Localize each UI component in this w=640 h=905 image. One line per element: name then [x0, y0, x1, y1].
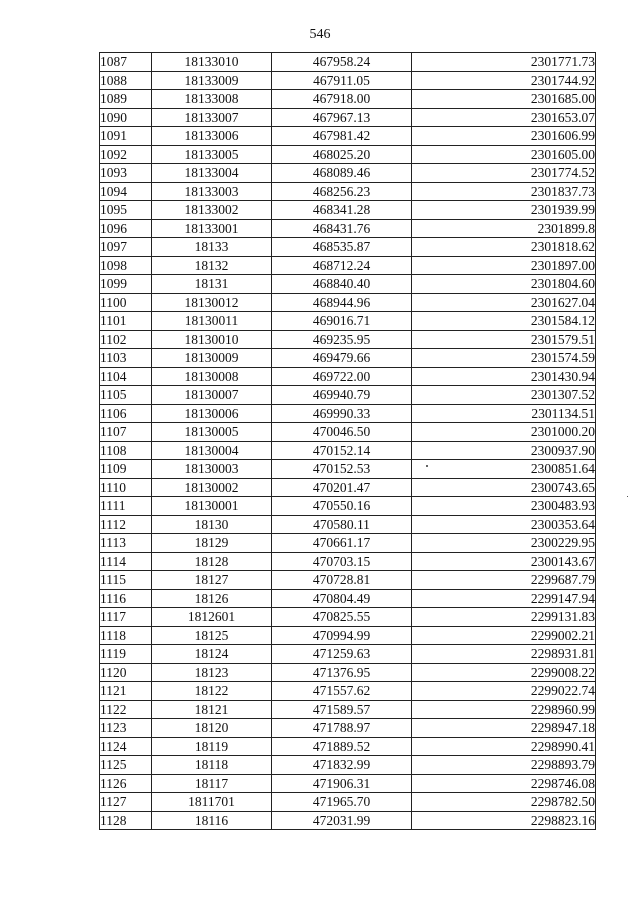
- x-coordinate-cell: 468025.20: [272, 145, 412, 164]
- point-id-cell: 18125: [152, 626, 272, 645]
- x-coordinate-cell: 468840.40: [272, 275, 412, 294]
- y-coordinate-cell: 2298931.81: [412, 645, 596, 664]
- point-id-cell: 18133001: [152, 219, 272, 238]
- y-coordinate-cell: 2298782.50: [412, 793, 596, 812]
- row-number-cell: 1100: [100, 293, 152, 312]
- x-coordinate-cell: 468256.23: [272, 182, 412, 201]
- y-coordinate-cell: 2298823.16: [412, 811, 596, 830]
- table-row: [100, 219, 596, 238]
- y-coordinate-cell: 2300937.90: [412, 441, 596, 460]
- row-number-cell: 1105: [100, 386, 152, 405]
- point-id-cell: 18123: [152, 663, 272, 682]
- y-coordinate-cell: 2301307.52: [412, 386, 596, 405]
- row-number-cell: 1104: [100, 367, 152, 386]
- scan-speck: [426, 465, 428, 467]
- table-row: [100, 441, 596, 460]
- point-id-cell: 18119: [152, 737, 272, 756]
- row-number-cell: 1125: [100, 756, 152, 775]
- y-coordinate-cell: 2299002.21: [412, 626, 596, 645]
- table-row: [100, 608, 596, 627]
- x-coordinate-cell: 470550.16: [272, 497, 412, 516]
- y-coordinate-cell: 2298893.79: [412, 756, 596, 775]
- row-number-cell: 1111: [100, 497, 152, 516]
- y-coordinate-cell: 2299131.83: [412, 608, 596, 627]
- y-coordinate-cell: 2301584.12: [412, 312, 596, 331]
- row-number-cell: 1094: [100, 182, 152, 201]
- y-coordinate-cell: 2301897.00: [412, 256, 596, 275]
- y-coordinate-cell: 2301606.99: [412, 127, 596, 146]
- row-number-cell: 1093: [100, 164, 152, 183]
- row-number-cell: 1118: [100, 626, 152, 645]
- y-coordinate-cell: 2300483.93: [412, 497, 596, 516]
- point-id-cell: 18116: [152, 811, 272, 830]
- table-row: [100, 478, 596, 497]
- x-coordinate-cell: 467981.42: [272, 127, 412, 146]
- table-row: [100, 256, 596, 275]
- x-coordinate-cell: 468944.96: [272, 293, 412, 312]
- point-id-cell: 18130011: [152, 312, 272, 331]
- x-coordinate-cell: 467911.05: [272, 71, 412, 90]
- coordinates-table: [99, 52, 596, 830]
- row-number-cell: 1120: [100, 663, 152, 682]
- y-coordinate-cell: 2299022.74: [412, 682, 596, 701]
- y-coordinate-cell: 2301430.94: [412, 367, 596, 386]
- y-coordinate-cell: 2301939.99: [412, 201, 596, 220]
- point-id-cell: 18130010: [152, 330, 272, 349]
- point-id-cell: 18117: [152, 774, 272, 793]
- row-number-cell: 1128: [100, 811, 152, 830]
- row-number-cell: 1092: [100, 145, 152, 164]
- row-number-cell: 1119: [100, 645, 152, 664]
- table-row: [100, 515, 596, 534]
- y-coordinate-cell: 2298746.08: [412, 774, 596, 793]
- table-row: [100, 626, 596, 645]
- x-coordinate-cell: 469940.79: [272, 386, 412, 405]
- table-row: [100, 238, 596, 257]
- table-row: [100, 774, 596, 793]
- x-coordinate-cell: 470994.99: [272, 626, 412, 645]
- x-coordinate-cell: 468535.87: [272, 238, 412, 257]
- y-coordinate-cell: 2301818.62: [412, 238, 596, 257]
- y-coordinate-cell: 2301627.04: [412, 293, 596, 312]
- table-row: [100, 663, 596, 682]
- row-number-cell: 1099: [100, 275, 152, 294]
- x-coordinate-cell: 467967.13: [272, 108, 412, 127]
- scan-speck: [627, 496, 628, 497]
- point-id-cell: 18118: [152, 756, 272, 775]
- y-coordinate-cell: 2300851.64: [412, 460, 596, 479]
- point-id-cell: 18133004: [152, 164, 272, 183]
- row-number-cell: 1089: [100, 90, 152, 109]
- x-coordinate-cell: 470728.81: [272, 571, 412, 590]
- table-row: [100, 737, 596, 756]
- table-row: [100, 589, 596, 608]
- row-number-cell: 1121: [100, 682, 152, 701]
- x-coordinate-cell: 470152.53: [272, 460, 412, 479]
- x-coordinate-cell: 468089.46: [272, 164, 412, 183]
- y-coordinate-cell: 2301744.92: [412, 71, 596, 90]
- table-row: [100, 811, 596, 830]
- y-coordinate-cell: 2299008.22: [412, 663, 596, 682]
- point-id-cell: 18133010: [152, 53, 272, 72]
- x-coordinate-cell: 469016.71: [272, 312, 412, 331]
- table-row: [100, 719, 596, 738]
- row-number-cell: 1102: [100, 330, 152, 349]
- table-row: [100, 201, 596, 220]
- x-coordinate-cell: 471889.52: [272, 737, 412, 756]
- table-row: [100, 330, 596, 349]
- x-coordinate-cell: 468341.28: [272, 201, 412, 220]
- y-coordinate-cell: 2298947.18: [412, 719, 596, 738]
- point-id-cell: 18130004: [152, 441, 272, 460]
- point-id-cell: 18133: [152, 238, 272, 257]
- x-coordinate-cell: 469990.33: [272, 404, 412, 423]
- point-id-cell: 18129: [152, 534, 272, 553]
- point-id-cell: 18130001: [152, 497, 272, 516]
- y-coordinate-cell: 2301000.20: [412, 423, 596, 442]
- row-number-cell: 1096: [100, 219, 152, 238]
- y-coordinate-cell: 2301685.00: [412, 90, 596, 109]
- table-row: [100, 127, 596, 146]
- row-number-cell: 1090: [100, 108, 152, 127]
- row-number-cell: 1124: [100, 737, 152, 756]
- point-id-cell: 18132: [152, 256, 272, 275]
- x-coordinate-cell: 470152.14: [272, 441, 412, 460]
- y-coordinate-cell: 2298960.99: [412, 700, 596, 719]
- point-id-cell: 18124: [152, 645, 272, 664]
- point-id-cell: 18133006: [152, 127, 272, 146]
- x-coordinate-cell: 469479.66: [272, 349, 412, 368]
- y-coordinate-cell: 2301134.51: [412, 404, 596, 423]
- row-number-cell: 1087: [100, 53, 152, 72]
- table-row: [100, 423, 596, 442]
- x-coordinate-cell: 470046.50: [272, 423, 412, 442]
- y-coordinate-cell: 2298990.41: [412, 737, 596, 756]
- x-coordinate-cell: 470661.17: [272, 534, 412, 553]
- y-coordinate-cell: 2301804.60: [412, 275, 596, 294]
- point-id-cell: 18127: [152, 571, 272, 590]
- row-number-cell: 1115: [100, 571, 152, 590]
- point-id-cell: 18122: [152, 682, 272, 701]
- point-id-cell: 18130003: [152, 460, 272, 479]
- point-id-cell: 18128: [152, 552, 272, 571]
- table-row: [100, 182, 596, 201]
- point-id-cell: 18121: [152, 700, 272, 719]
- y-coordinate-cell: 2301774.52: [412, 164, 596, 183]
- table-row: [100, 275, 596, 294]
- y-coordinate-cell: 2301899.8: [412, 219, 596, 238]
- row-number-cell: 1114: [100, 552, 152, 571]
- table-row: [100, 700, 596, 719]
- y-coordinate-cell: 2301605.00: [412, 145, 596, 164]
- x-coordinate-cell: 472031.99: [272, 811, 412, 830]
- row-number-cell: 1101: [100, 312, 152, 331]
- table-row: [100, 571, 596, 590]
- x-coordinate-cell: 471589.57: [272, 700, 412, 719]
- point-id-cell: 18130005: [152, 423, 272, 442]
- point-id-cell: 18130012: [152, 293, 272, 312]
- point-id-cell: 18120: [152, 719, 272, 738]
- point-id-cell: 1811701: [152, 793, 272, 812]
- table-row: [100, 164, 596, 183]
- point-id-cell: 18133002: [152, 201, 272, 220]
- y-coordinate-cell: 2301574.59: [412, 349, 596, 368]
- row-number-cell: 1106: [100, 404, 152, 423]
- row-number-cell: 1112: [100, 515, 152, 534]
- row-number-cell: 1108: [100, 441, 152, 460]
- table-row: [100, 108, 596, 127]
- table-row: [100, 53, 596, 72]
- table-row: [100, 682, 596, 701]
- table-row: [100, 460, 596, 479]
- x-coordinate-cell: 470201.47: [272, 478, 412, 497]
- x-coordinate-cell: 470804.49: [272, 589, 412, 608]
- row-number-cell: 1123: [100, 719, 152, 738]
- x-coordinate-cell: 471788.97: [272, 719, 412, 738]
- table-row: [100, 293, 596, 312]
- x-coordinate-cell: 471965.70: [272, 793, 412, 812]
- table-row: [100, 71, 596, 90]
- table-row: [100, 90, 596, 109]
- row-number-cell: 1095: [100, 201, 152, 220]
- x-coordinate-cell: 471906.31: [272, 774, 412, 793]
- row-number-cell: 1126: [100, 774, 152, 793]
- table-row: [100, 404, 596, 423]
- point-id-cell: 18130006: [152, 404, 272, 423]
- table-row: [100, 793, 596, 812]
- y-coordinate-cell: 2299147.94: [412, 589, 596, 608]
- point-id-cell: 18131: [152, 275, 272, 294]
- table-row: [100, 497, 596, 516]
- row-number-cell: 1109: [100, 460, 152, 479]
- point-id-cell: 18133008: [152, 90, 272, 109]
- point-id-cell: 1812601: [152, 608, 272, 627]
- row-number-cell: 1117: [100, 608, 152, 627]
- coordinates-table-body: [100, 53, 596, 830]
- x-coordinate-cell: 470703.15: [272, 552, 412, 571]
- point-id-cell: 18133007: [152, 108, 272, 127]
- row-number-cell: 1122: [100, 700, 152, 719]
- page-number: 546: [309, 27, 331, 42]
- point-id-cell: 18130002: [152, 478, 272, 497]
- x-coordinate-cell: 468712.24: [272, 256, 412, 275]
- x-coordinate-cell: 470580.11: [272, 515, 412, 534]
- x-coordinate-cell: 471376.95: [272, 663, 412, 682]
- x-coordinate-cell: 467918.00: [272, 90, 412, 109]
- x-coordinate-cell: 467958.24: [272, 53, 412, 72]
- point-id-cell: 18130008: [152, 367, 272, 386]
- row-number-cell: 1113: [100, 534, 152, 553]
- x-coordinate-cell: 471259.63: [272, 645, 412, 664]
- point-id-cell: 18133009: [152, 71, 272, 90]
- row-number-cell: 1097: [100, 238, 152, 257]
- row-number-cell: 1116: [100, 589, 152, 608]
- x-coordinate-cell: 471832.99: [272, 756, 412, 775]
- point-id-cell: 18130007: [152, 386, 272, 405]
- row-number-cell: 1088: [100, 71, 152, 90]
- table-row: [100, 756, 596, 775]
- y-coordinate-cell: 2300353.64: [412, 515, 596, 534]
- row-number-cell: 1098: [100, 256, 152, 275]
- row-number-cell: 1127: [100, 793, 152, 812]
- table-row: [100, 349, 596, 368]
- y-coordinate-cell: 2301579.51: [412, 330, 596, 349]
- table-row: [100, 386, 596, 405]
- point-id-cell: 18130: [152, 515, 272, 534]
- row-number-cell: 1107: [100, 423, 152, 442]
- table-row: [100, 645, 596, 664]
- table-row: [100, 312, 596, 331]
- y-coordinate-cell: 2300143.67: [412, 552, 596, 571]
- x-coordinate-cell: 469235.95: [272, 330, 412, 349]
- x-coordinate-cell: 471557.62: [272, 682, 412, 701]
- table-row: [100, 145, 596, 164]
- y-coordinate-cell: 2301837.73: [412, 182, 596, 201]
- table-row: [100, 367, 596, 386]
- y-coordinate-cell: 2301771.73: [412, 53, 596, 72]
- row-number-cell: 1110: [100, 478, 152, 497]
- row-number-cell: 1091: [100, 127, 152, 146]
- table-row: [100, 534, 596, 553]
- y-coordinate-cell: 2301653.07: [412, 108, 596, 127]
- point-id-cell: 18130009: [152, 349, 272, 368]
- y-coordinate-cell: 2300229.95: [412, 534, 596, 553]
- x-coordinate-cell: 469722.00: [272, 367, 412, 386]
- y-coordinate-cell: 2299687.79: [412, 571, 596, 590]
- y-coordinate-cell: 2300743.65: [412, 478, 596, 497]
- point-id-cell: 18133005: [152, 145, 272, 164]
- x-coordinate-cell: 470825.55: [272, 608, 412, 627]
- table-row: [100, 552, 596, 571]
- point-id-cell: 18133003: [152, 182, 272, 201]
- row-number-cell: 1103: [100, 349, 152, 368]
- x-coordinate-cell: 468431.76: [272, 219, 412, 238]
- point-id-cell: 18126: [152, 589, 272, 608]
